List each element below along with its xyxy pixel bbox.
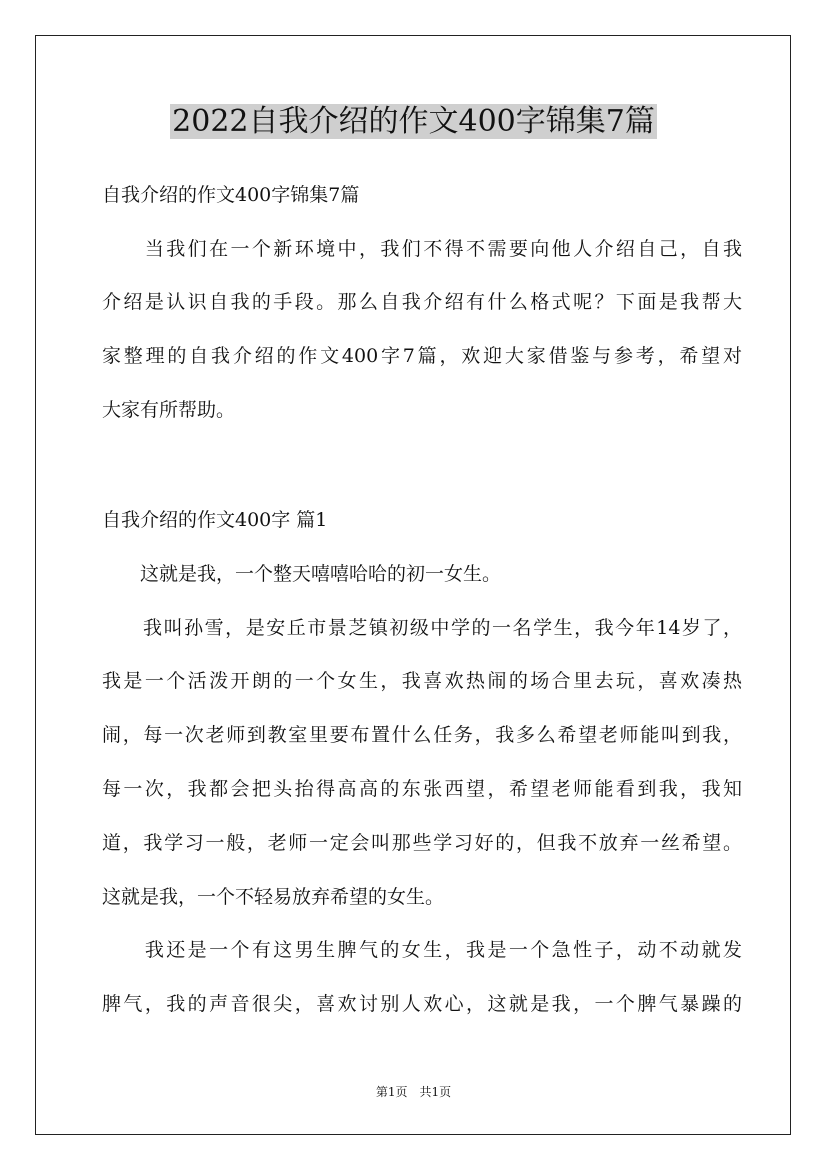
title-highlight: 2022自我介绍的作文400字锦集7篇 [172,104,655,139]
section-heading: 自我介绍的作文400字 篇1 [102,509,328,531]
document-title [0,100,827,144]
text-line: 我叫孙雪，是安丘市景芝镇初级中学的一名学生，我今年14岁了， [102,617,742,639]
text-line: 家整理的自我介绍的作文400字7篇，欢迎大家借鉴与参考，希望对 [102,345,742,367]
text-line: 这就是我，一个不轻易放弃希望的女生。 [102,886,445,908]
text-line: 闹，每一次老师到教室里要布置什么任务，我多么希望老师能叫到我， [102,724,742,746]
page-footer: 第1页 共1页 [375,1085,452,1099]
text-line: 大家有所帮助。 [102,399,236,421]
text-line: 当我们在一个新环境中，我们不得不需要向他人介绍自己，自我 [102,238,742,260]
text-line: 我还是一个有这男生脾气的女生，我是一个急性子，动不动就发 [102,939,742,961]
text-line: 我是一个活泼开朗的一个女生，我喜欢热闹的场合里去玩，喜欢凑热 [102,670,742,692]
subtitle-line: 自我介绍的作文400字锦集7篇 [102,184,360,206]
text-line: 每一次，我都会把头抬得高高的东张西望，希望老师能看到我，我知 [102,778,742,800]
text-line: 脾气，我的声音很尖，喜欢讨别人欢心，这就是我，一个脾气暴躁的 [102,993,742,1015]
text-line: 介绍是认识自我的手段。那么自我介绍有什么格式呢？下面是我帮大 [102,291,742,313]
text-line: 这就是我，一个整天嘻嘻哈哈的初一女生。 [102,563,502,585]
text-line: 道，我学习一般，老师一定会叫那些学习好的，但我不放弃一丝希望。 [102,832,742,854]
